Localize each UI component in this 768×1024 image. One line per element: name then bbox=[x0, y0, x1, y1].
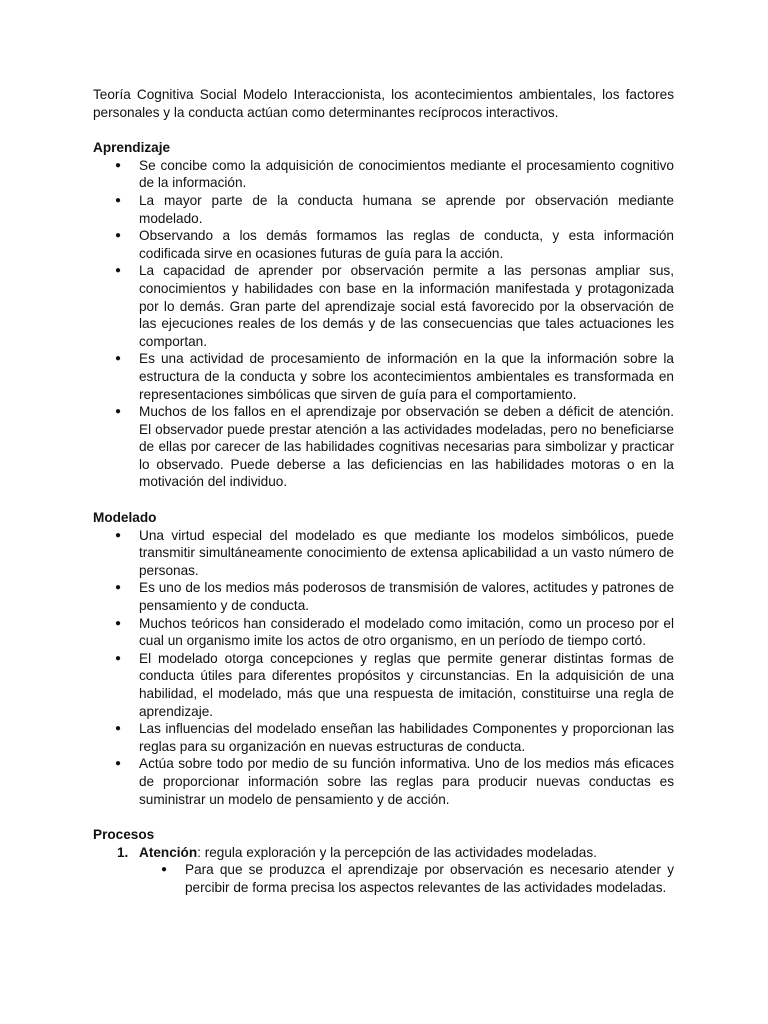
list-item: ● Muchos teóricos han considerado el modelado como imitación, como un proceso por el cual un organismo imite los actos de otro organismo, en un período de tiempo cortó. bbox=[139, 615, 674, 650]
process-item-atencion bbox=[117, 844, 674, 897]
section-aprendizaje bbox=[93, 139, 674, 491]
list-item: ● Actúa sobre todo por medio de su función informativa. Uno de los medios más eficaces de proporcionar información sobre las reglas para producir nuevas conductas es suministrar un modelo de pensamiento y de acción. bbox=[139, 755, 674, 808]
list-item: ● Las influencias del modelado enseñan las habilidades Componentes y proporcionan las reglas para su organización en nuevas estructuras de conducta. bbox=[139, 720, 674, 755]
section-procesos bbox=[93, 826, 674, 896]
list-item: ● Para que se produzca el aprendizaje por observación es necesario atender y percibir de forma precisa los aspectos relevantes de las actividades modeladas. bbox=[185, 861, 674, 896]
list-item: ● La capacidad de aprender por observación permite a las personas ampliar sus, conocimientos y habilidades con base en la información manifestada y protagonizada por lo demás. Gran parte del aprendizaje social está favorecido por la observación de las ejecuciones reales de los demás y de las consecuencias que tales actuaciones les comportan. bbox=[139, 262, 674, 350]
section-modelado bbox=[93, 509, 674, 808]
aprendizaje-list bbox=[93, 157, 674, 491]
list-item: ● Es uno de los medios más poderosos de transmisión de valores, actitudes y patrones de pensamiento y de conducta. bbox=[139, 579, 674, 614]
process-title: Atención bbox=[139, 844, 198, 860]
modelado-list bbox=[93, 527, 674, 809]
list-item: ● La mayor parte de la conducta humana se aprende por observación mediante modelado. bbox=[139, 192, 674, 227]
heading-aprendizaje: Aprendizaje bbox=[93, 140, 171, 156]
intro-paragraph: Teoría Cognitiva Social Modelo Interaccionista, los acontecimientos ambientales, los factores personales y la conducta actúan como determinantes recíprocos interactivos. bbox=[93, 87, 674, 120]
list-item: ● Una virtud especial del modelado es que mediante los modelos simbólicos, puede transmitir simultáneamente conocimiento de extensa aplicabilidad a un vasto número de personas. bbox=[139, 527, 674, 580]
heading-modelado: Modelado bbox=[93, 510, 157, 526]
process-number: 1. bbox=[117, 844, 129, 860]
process-subitems bbox=[139, 861, 674, 896]
heading-procesos: Procesos bbox=[93, 827, 155, 843]
process-description: : regula exploración y la percepción de las actividades modeladas. bbox=[197, 844, 597, 860]
list-item: ● Se concibe como la adquisición de conocimientos mediante el procesamiento cognitivo de la información. bbox=[139, 157, 674, 192]
list-item: ● Observando a los demás formamos las reglas de conducta, y esta información codificada sirve en ocasiones futuras de guía para la acción. bbox=[139, 227, 674, 262]
list-item: ● El modelado otorga concepciones y reglas que permite generar distintas formas de conducta útiles para diferentes propósitos y circunstancias. En la adquisición de una habilidad, el modelado, más que una respuesta de imitación, constituirse una regla de aprendizaje. bbox=[139, 650, 674, 720]
list-item: ● Muchos de los fallos en el aprendizaje por observación se deben a déficit de atención. El observador puede prestar atención a las actividades modeladas, pero no beneficiarse de ellas por carecer de las habilidades cognitivas necesarias para simbolizar y practicar lo observado. Puede deberse a las deficiencias en las habilidades motoras o en la motivación del individuo. bbox=[139, 403, 674, 491]
list-item: ● Es una actividad de procesamiento de información en la que la información sobre la estructura de la conducta y sobre los acontecimientos ambientales es transformada en representaciones simbólicas que sirven de guía para el comportamiento. bbox=[139, 350, 674, 403]
procesos-list bbox=[93, 844, 674, 897]
